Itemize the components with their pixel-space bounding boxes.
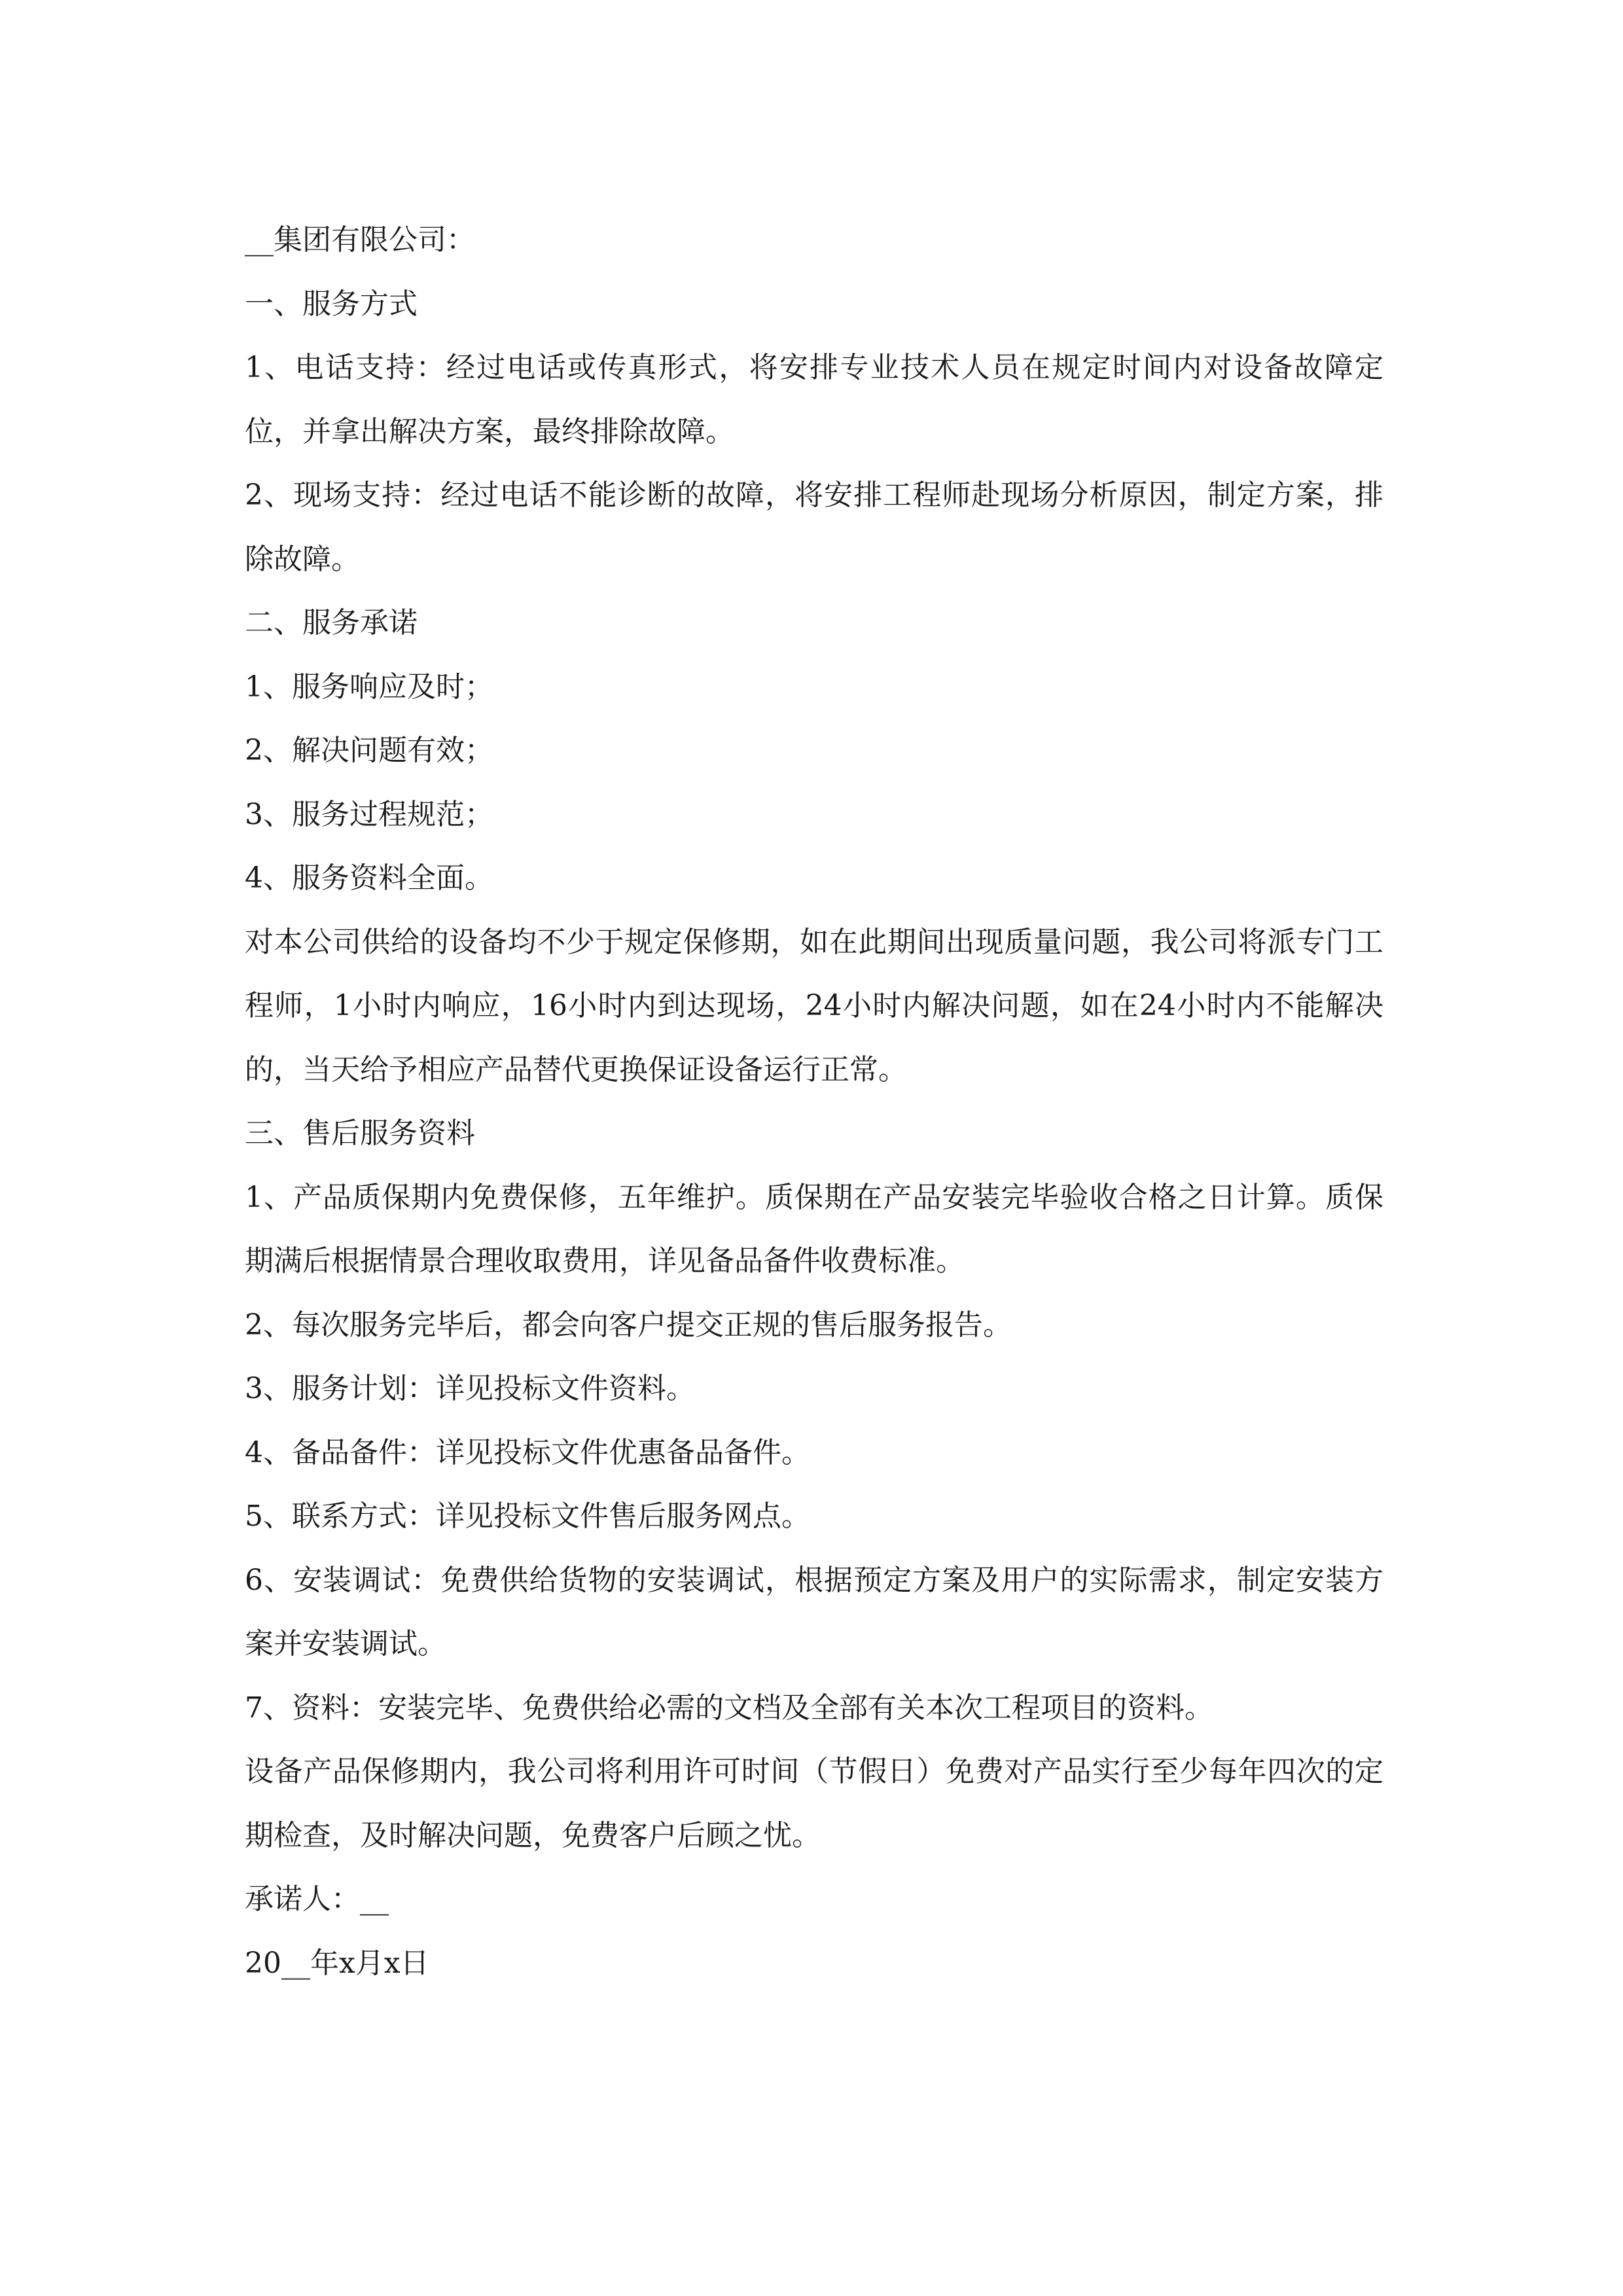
- date-line: 20__年x月x日: [245, 1946, 429, 1980]
- list-item: 3、服务计划：详见投标文件资料。: [245, 1372, 695, 1405]
- addressee: __集团有限公司：: [245, 223, 475, 257]
- list-item: 1、服务响应及时；: [245, 670, 493, 704]
- list-item: 6、安装调试：免费供给货物的安装调试，根据预定方案及用户的实际需求，制定安装方案并安装调试。: [245, 1563, 1383, 1660]
- section-heading-service-method: 一、服务方式: [245, 287, 418, 321]
- list-item: 7、资料：安装完毕、免费供给必需的文档及全部有关本次工程项目的资料。: [245, 1691, 1213, 1725]
- inspection-paragraph: 设备产品保修期内，我公司将利用许可时间（节假日）免费对产品实行至少每年四次的定期检查，及时解决问题，免费客户后顾之忧。: [245, 1755, 1383, 1852]
- section-heading-service-commitment: 二、服务承诺: [245, 606, 418, 639]
- list-item: 1、产品质保期内免费保修，五年维护。质保期在产品安装完毕验收合格之日计算。质保期满后根据情景合理收取费用，详见备品备件收费标准。: [245, 1180, 1383, 1278]
- list-item: 1、电话支持：经过电话或传真形式，将安排专业技术人员在规定时间内对设备故障定位，并拿出解决方案，最终排除故障。: [245, 351, 1383, 448]
- list-item: 2、解决问题有效；: [245, 734, 493, 767]
- list-item: 4、备品备件：详见投标文件优惠备品备件。: [245, 1435, 810, 1469]
- list-item: 4、服务资料全面。: [245, 861, 493, 895]
- list-item: 2、现场支持：经过电话不能诊断的故障，将安排工程师赴现场分析原因，制定方案，排除故障。: [245, 478, 1383, 576]
- document-body: [245, 208, 1383, 1995]
- list-item: 5、联系方式：详见投标文件售后服务网点。: [245, 1499, 810, 1533]
- list-item: 3、服务过程规范；: [245, 797, 493, 831]
- promisor-line: 承诺人：__: [245, 1882, 389, 1916]
- warranty-paragraph: 对本公司供给的设备均不少于规定保修期，如在此期间出现质量问题，我公司将派专门工程师，1小时内响应，16小时内到达现场，24小时内解决问题，如在24小时内不能解决的，当天给予相应产品替代更换保证设备运行正常。: [245, 925, 1383, 1086]
- section-heading-after-sales: 三、售后服务资料: [245, 1117, 475, 1150]
- list-item: 2、每次服务完毕后，都会向客户提交正规的售后服务报告。: [245, 1308, 1012, 1342]
